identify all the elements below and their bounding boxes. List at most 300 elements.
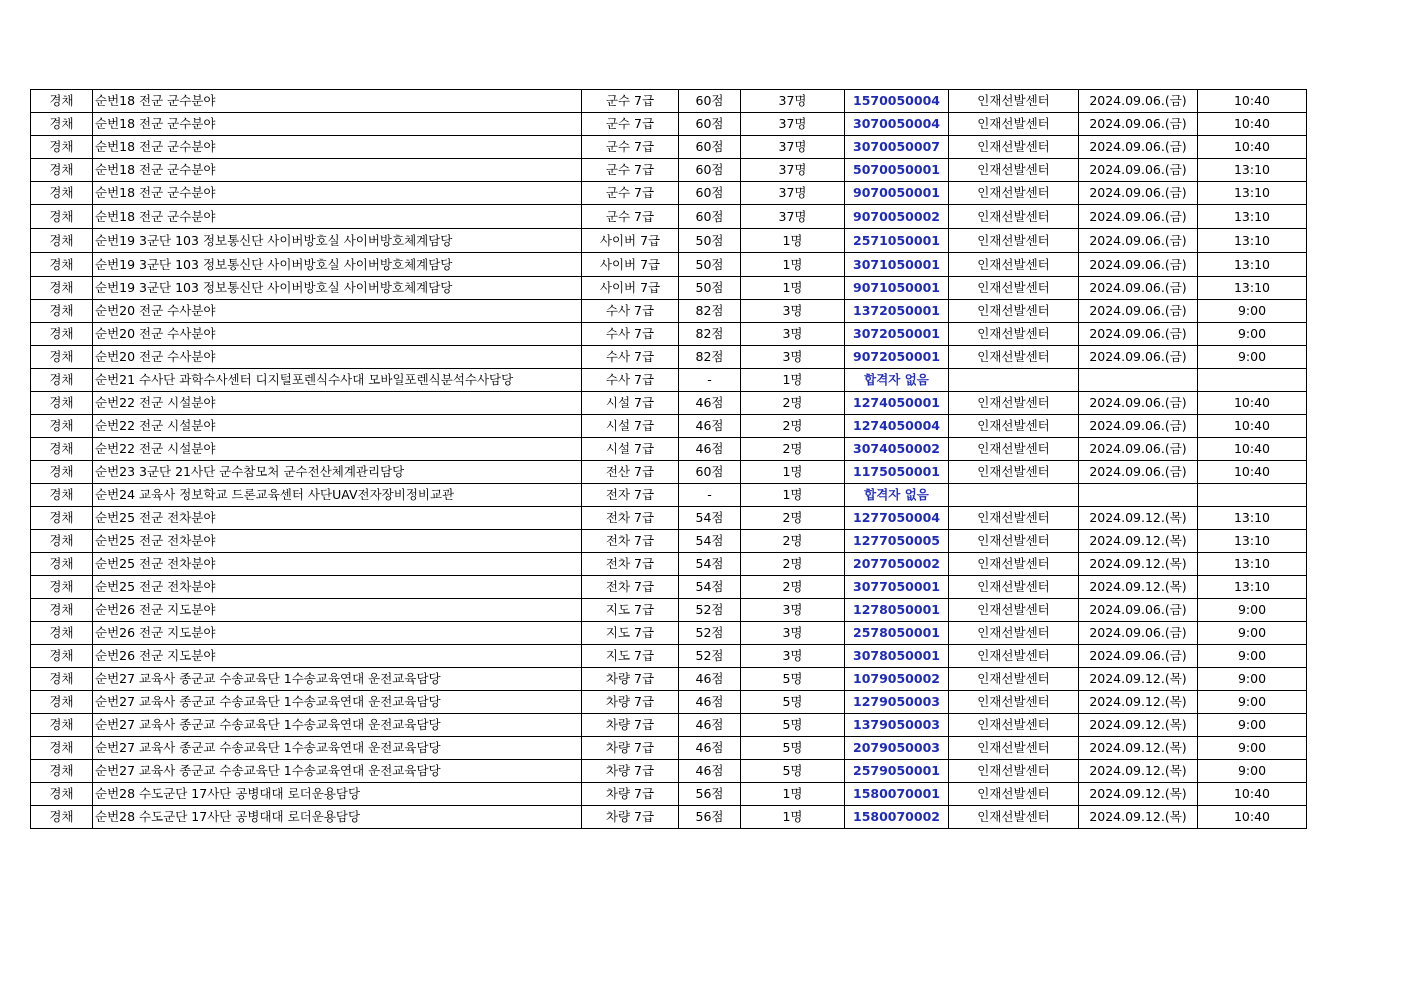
position-cell: 순번23 3군단 21사단 군수참모처 군수전산체계관리담당 [93,461,582,484]
exam-type-cell: 경채 [31,553,93,576]
exam-number-cell: 3070050007 [845,136,949,159]
table-row [31,484,1307,507]
grade-cell: 차량 7급 [582,760,679,783]
time-cell: 13:10 [1198,530,1307,553]
exam-number-cell: 1274050004 [845,415,949,438]
table-row [31,806,1307,829]
exam-number-cell: 1277050004 [845,507,949,530]
cutoff-score-cell: 46점 [679,691,741,714]
table-row [31,599,1307,622]
quota-cell: 37명 [741,182,845,205]
cutoff-score-cell: 46점 [679,737,741,760]
venue-cell: 인재선발센터 [949,691,1079,714]
time-cell: 10:40 [1198,415,1307,438]
time-cell: 9:00 [1198,691,1307,714]
date-cell [1079,369,1198,392]
table-row [31,229,1307,253]
position-cell: 순번25 전군 전차분야 [93,553,582,576]
table-row [31,205,1307,229]
table-row [31,691,1307,714]
grade-cell: 전차 7급 [582,576,679,599]
venue-cell: 인재선발센터 [949,806,1079,829]
venue-cell: 인재선발센터 [949,323,1079,346]
exam-type-cell: 경채 [31,113,93,136]
date-cell: 2024.09.12.(목) [1079,783,1198,806]
exam-type-cell: 경채 [31,415,93,438]
quota-cell: 1명 [741,783,845,806]
cutoff-score-cell: 60점 [679,90,741,113]
exam-number-cell: 1278050001 [845,599,949,622]
venue-cell: 인재선발센터 [949,113,1079,136]
exam-number-cell: 1580070002 [845,806,949,829]
time-cell [1198,369,1307,392]
time-cell: 10:40 [1198,113,1307,136]
grade-cell: 차량 7급 [582,691,679,714]
quota-cell: 37명 [741,113,845,136]
position-cell: 순번27 교육사 종군교 수송교육단 1수송교육연대 운전교육담당 [93,714,582,737]
quota-cell: 3명 [741,622,845,645]
exam-type-cell: 경채 [31,392,93,415]
quota-cell: 5명 [741,714,845,737]
time-cell: 9:00 [1198,323,1307,346]
results-table [30,89,1307,829]
table-row [31,760,1307,783]
venue-cell: 인재선발센터 [949,346,1079,369]
exam-type-cell: 경채 [31,668,93,691]
exam-type-cell: 경채 [31,346,93,369]
cutoff-score-cell: 54점 [679,576,741,599]
grade-cell: 군수 7급 [582,205,679,229]
table-row [31,576,1307,599]
grade-cell: 수사 7급 [582,346,679,369]
grade-cell: 지도 7급 [582,599,679,622]
date-cell: 2024.09.06.(금) [1079,415,1198,438]
venue-cell: 인재선발센터 [949,300,1079,323]
date-cell [1079,484,1198,507]
quota-cell: 37명 [741,136,845,159]
date-cell: 2024.09.12.(목) [1079,507,1198,530]
grade-cell: 시설 7급 [582,392,679,415]
position-cell: 순번26 전군 지도분야 [93,645,582,668]
position-cell: 순번18 전군 군수분야 [93,136,582,159]
quota-cell: 1명 [741,369,845,392]
date-cell: 2024.09.06.(금) [1079,159,1198,182]
position-cell: 순번18 전군 군수분야 [93,90,582,113]
grade-cell: 지도 7급 [582,622,679,645]
grade-cell: 전차 7급 [582,530,679,553]
cutoff-score-cell: 52점 [679,599,741,622]
quota-cell: 5명 [741,668,845,691]
table-row [31,369,1307,392]
time-cell: 13:10 [1198,277,1307,300]
table-row [31,182,1307,205]
exam-type-cell: 경채 [31,783,93,806]
table-row [31,783,1307,806]
exam-type-cell: 경채 [31,369,93,392]
table-row [31,530,1307,553]
quota-cell: 5명 [741,737,845,760]
position-cell: 순번28 수도군단 17사단 공병대대 로더운용담당 [93,783,582,806]
date-cell: 2024.09.12.(목) [1079,806,1198,829]
exam-number-cell: 2579050001 [845,760,949,783]
date-cell: 2024.09.06.(금) [1079,113,1198,136]
venue-cell: 인재선발센터 [949,182,1079,205]
exam-number-cell: 2079050003 [845,737,949,760]
position-cell: 순번25 전군 전차분야 [93,576,582,599]
time-cell: 13:10 [1198,205,1307,229]
grade-cell: 차량 7급 [582,806,679,829]
exam-type-cell: 경채 [31,599,93,622]
position-cell: 순번22 전군 시설분야 [93,438,582,461]
table-row [31,737,1307,760]
cutoff-score-cell: 50점 [679,229,741,253]
grade-cell: 군수 7급 [582,136,679,159]
position-cell: 순번26 전군 지도분야 [93,622,582,645]
exam-type-cell: 경채 [31,806,93,829]
venue-cell [949,369,1079,392]
cutoff-score-cell: 46점 [679,415,741,438]
position-cell: 순번20 전군 수사분야 [93,300,582,323]
cutoff-score-cell: 60점 [679,205,741,229]
exam-type-cell: 경채 [31,229,93,253]
position-cell: 순번27 교육사 종군교 수송교육단 1수송교육연대 운전교육담당 [93,691,582,714]
cutoff-score-cell: 60점 [679,461,741,484]
position-cell: 순번22 전군 시설분야 [93,415,582,438]
venue-cell: 인재선발센터 [949,622,1079,645]
quota-cell: 37명 [741,90,845,113]
position-cell: 순번19 3군단 103 정보통신단 사이버방호실 사이버방호체계담당 [93,277,582,300]
table-row [31,645,1307,668]
date-cell: 2024.09.06.(금) [1079,461,1198,484]
table-row [31,714,1307,737]
cutoff-score-cell: 60점 [679,136,741,159]
time-cell: 10:40 [1198,136,1307,159]
quota-cell: 2명 [741,576,845,599]
grade-cell: 수사 7급 [582,323,679,346]
date-cell: 2024.09.06.(금) [1079,438,1198,461]
grade-cell: 수사 7급 [582,300,679,323]
venue-cell: 인재선발센터 [949,90,1079,113]
cutoff-score-cell: 54점 [679,530,741,553]
date-cell: 2024.09.06.(금) [1079,182,1198,205]
exam-number-cell: 3078050001 [845,645,949,668]
exam-number-cell: 3074050002 [845,438,949,461]
exam-number-cell: 1079050002 [845,668,949,691]
exam-type-cell: 경채 [31,205,93,229]
exam-type-cell: 경채 [31,484,93,507]
quota-cell: 5명 [741,760,845,783]
time-cell: 10:40 [1198,392,1307,415]
time-cell: 13:10 [1198,253,1307,277]
time-cell: 13:10 [1198,182,1307,205]
exam-number-cell: 5070050001 [845,159,949,182]
quota-cell: 1명 [741,229,845,253]
venue-cell: 인재선발센터 [949,714,1079,737]
cutoff-score-cell: 60점 [679,159,741,182]
time-cell: 10:40 [1198,438,1307,461]
exam-number-cell: 1279050003 [845,691,949,714]
exam-number-cell: 3070050004 [845,113,949,136]
date-cell: 2024.09.06.(금) [1079,90,1198,113]
time-cell: 10:40 [1198,90,1307,113]
cutoff-score-cell: - [679,484,741,507]
cutoff-score-cell: 52점 [679,622,741,645]
exam-type-cell: 경채 [31,507,93,530]
venue-cell: 인재선발센터 [949,461,1079,484]
date-cell: 2024.09.12.(목) [1079,530,1198,553]
time-cell: 13:10 [1198,553,1307,576]
venue-cell: 인재선발센터 [949,737,1079,760]
table-row [31,461,1307,484]
date-cell: 2024.09.06.(금) [1079,392,1198,415]
venue-cell: 인재선발센터 [949,783,1079,806]
time-cell: 10:40 [1198,461,1307,484]
table-row [31,346,1307,369]
exam-type-cell: 경채 [31,159,93,182]
cutoff-score-cell: 46점 [679,668,741,691]
cutoff-score-cell: 46점 [679,760,741,783]
position-cell: 순번25 전군 전차분야 [93,530,582,553]
venue-cell: 인재선발센터 [949,760,1079,783]
exam-type-cell: 경채 [31,253,93,277]
table-row [31,159,1307,182]
time-cell: 9:00 [1198,668,1307,691]
position-cell: 순번27 교육사 종군교 수송교육단 1수송교육연대 운전교육담당 [93,668,582,691]
exam-number-cell: 3077050001 [845,576,949,599]
exam-number-cell: 1277050005 [845,530,949,553]
table-row [31,113,1307,136]
cutoff-score-cell: 56점 [679,806,741,829]
date-cell: 2024.09.06.(금) [1079,136,1198,159]
position-cell: 순번18 전군 군수분야 [93,113,582,136]
time-cell: 9:00 [1198,300,1307,323]
cutoff-score-cell: 60점 [679,113,741,136]
position-cell: 순번28 수도군단 17사단 공병대대 로더운용담당 [93,806,582,829]
time-cell: 9:00 [1198,346,1307,369]
grade-cell: 군수 7급 [582,113,679,136]
grade-cell: 전자 7급 [582,484,679,507]
table-row [31,90,1307,113]
date-cell: 2024.09.12.(목) [1079,760,1198,783]
position-cell: 순번26 전군 지도분야 [93,599,582,622]
grade-cell: 전차 7급 [582,553,679,576]
exam-number-cell: 9072050001 [845,346,949,369]
position-cell: 순번27 교육사 종군교 수송교육단 1수송교육연대 운전교육담당 [93,737,582,760]
exam-type-cell: 경채 [31,136,93,159]
venue-cell: 인재선발센터 [949,668,1079,691]
exam-type-cell: 경채 [31,714,93,737]
grade-cell: 지도 7급 [582,645,679,668]
quota-cell: 3명 [741,599,845,622]
cutoff-score-cell: 60점 [679,182,741,205]
date-cell: 2024.09.06.(금) [1079,645,1198,668]
venue-cell: 인재선발센터 [949,599,1079,622]
position-cell: 순번18 전군 군수분야 [93,182,582,205]
exam-number-cell: 9070050002 [845,205,949,229]
date-cell: 2024.09.12.(목) [1079,668,1198,691]
cutoff-score-cell: 46점 [679,392,741,415]
venue-cell: 인재선발센터 [949,576,1079,599]
position-cell: 순번25 전군 전차분야 [93,507,582,530]
exam-number-cell: 1274050001 [845,392,949,415]
cutoff-score-cell: 54점 [679,553,741,576]
cutoff-score-cell: 82점 [679,323,741,346]
quota-cell: 3명 [741,300,845,323]
exam-number-cell: 1580070001 [845,783,949,806]
quota-cell: 3명 [741,346,845,369]
quota-cell: 3명 [741,323,845,346]
cutoff-score-cell: 52점 [679,645,741,668]
exam-type-cell: 경채 [31,576,93,599]
results-body [31,90,1307,829]
exam-type-cell: 경채 [31,323,93,346]
exam-type-cell: 경채 [31,182,93,205]
time-cell: 13:10 [1198,507,1307,530]
grade-cell: 군수 7급 [582,90,679,113]
exam-number-cell: 2077050002 [845,553,949,576]
venue-cell: 인재선발센터 [949,415,1079,438]
position-cell: 순번24 교육사 정보학교 드론교육센터 사단UAV전자장비정비교관 [93,484,582,507]
cutoff-score-cell: 50점 [679,253,741,277]
quota-cell: 2명 [741,392,845,415]
grade-cell: 차량 7급 [582,668,679,691]
grade-cell: 시설 7급 [582,438,679,461]
date-cell: 2024.09.06.(금) [1079,300,1198,323]
quota-cell: 1명 [741,461,845,484]
quota-cell: 1명 [741,277,845,300]
table-row [31,277,1307,300]
time-cell: 9:00 [1198,760,1307,783]
exam-number-cell: 3072050001 [845,323,949,346]
exam-number-cell: 1372050001 [845,300,949,323]
quota-cell: 3명 [741,645,845,668]
table-row [31,253,1307,277]
grade-cell: 사이버 7급 [582,229,679,253]
grade-cell: 전산 7급 [582,461,679,484]
position-cell: 순번18 전군 군수분야 [93,159,582,182]
exam-number-cell: 1379050003 [845,714,949,737]
venue-cell: 인재선발센터 [949,229,1079,253]
position-cell: 순번27 교육사 종군교 수송교육단 1수송교육연대 운전교육담당 [93,760,582,783]
cutoff-score-cell: 54점 [679,507,741,530]
exam-type-cell: 경채 [31,760,93,783]
position-cell: 순번19 3군단 103 정보통신단 사이버방호실 사이버방호체계담당 [93,253,582,277]
time-cell: 13:10 [1198,576,1307,599]
date-cell: 2024.09.12.(목) [1079,553,1198,576]
time-cell: 13:10 [1198,229,1307,253]
date-cell: 2024.09.06.(금) [1079,205,1198,229]
exam-type-cell: 경채 [31,461,93,484]
date-cell: 2024.09.12.(목) [1079,714,1198,737]
position-cell: 순번19 3군단 103 정보통신단 사이버방호실 사이버방호체계담당 [93,229,582,253]
exam-type-cell: 경채 [31,645,93,668]
time-cell [1198,484,1307,507]
exam-number-cell: 2571050001 [845,229,949,253]
grade-cell: 시설 7급 [582,415,679,438]
cutoff-score-cell: - [679,369,741,392]
time-cell: 9:00 [1198,714,1307,737]
grade-cell: 차량 7급 [582,737,679,760]
venue-cell [949,484,1079,507]
date-cell: 2024.09.12.(목) [1079,576,1198,599]
grade-cell: 수사 7급 [582,369,679,392]
venue-cell: 인재선발센터 [949,530,1079,553]
venue-cell: 인재선발센터 [949,277,1079,300]
table-row [31,323,1307,346]
grade-cell: 군수 7급 [582,159,679,182]
venue-cell: 인재선발센터 [949,507,1079,530]
quota-cell: 2명 [741,438,845,461]
quota-cell: 2명 [741,553,845,576]
venue-cell: 인재선발센터 [949,438,1079,461]
exam-type-cell: 경채 [31,737,93,760]
grade-cell: 차량 7급 [582,783,679,806]
table-row [31,392,1307,415]
exam-number-cell: 3071050001 [845,253,949,277]
date-cell: 2024.09.06.(금) [1079,599,1198,622]
grade-cell: 차량 7급 [582,714,679,737]
time-cell: 13:10 [1198,159,1307,182]
grade-cell: 사이버 7급 [582,277,679,300]
position-cell: 순번20 전군 수사분야 [93,323,582,346]
venue-cell: 인재선발센터 [949,205,1079,229]
venue-cell: 인재선발센터 [949,553,1079,576]
exam-type-cell: 경채 [31,622,93,645]
time-cell: 9:00 [1198,737,1307,760]
date-cell: 2024.09.06.(금) [1079,229,1198,253]
position-cell: 순번22 전군 시설분야 [93,392,582,415]
time-cell: 10:40 [1198,783,1307,806]
table-row [31,553,1307,576]
cutoff-score-cell: 56점 [679,783,741,806]
table-row [31,668,1307,691]
cutoff-score-cell: 50점 [679,277,741,300]
exam-number-cell: 합격자 없음 [845,484,949,507]
exam-type-cell: 경채 [31,530,93,553]
exam-type-cell: 경채 [31,277,93,300]
quota-cell: 2명 [741,415,845,438]
position-cell: 순번20 전군 수사분야 [93,346,582,369]
table-row [31,438,1307,461]
exam-number-cell: 1570050004 [845,90,949,113]
table-row [31,507,1307,530]
table-row [31,415,1307,438]
exam-number-cell: 2578050001 [845,622,949,645]
quota-cell: 1명 [741,806,845,829]
grade-cell: 사이버 7급 [582,253,679,277]
exam-type-cell: 경채 [31,438,93,461]
time-cell: 9:00 [1198,622,1307,645]
date-cell: 2024.09.06.(금) [1079,253,1198,277]
exam-number-cell: 9071050001 [845,277,949,300]
position-cell: 순번18 전군 군수분야 [93,205,582,229]
venue-cell: 인재선발센터 [949,159,1079,182]
cutoff-score-cell: 82점 [679,300,741,323]
quota-cell: 1명 [741,484,845,507]
exam-number-cell: 9070050001 [845,182,949,205]
date-cell: 2024.09.12.(목) [1079,691,1198,714]
venue-cell: 인재선발센터 [949,136,1079,159]
quota-cell: 2명 [741,530,845,553]
exam-type-cell: 경채 [31,691,93,714]
quota-cell: 1명 [741,253,845,277]
table-row [31,136,1307,159]
quota-cell: 2명 [741,507,845,530]
position-cell: 순번21 수사단 과학수사센터 디지털포렌식수사대 모바일포렌식분석수사담당 [93,369,582,392]
date-cell: 2024.09.06.(금) [1079,323,1198,346]
table-row [31,622,1307,645]
grade-cell: 군수 7급 [582,182,679,205]
